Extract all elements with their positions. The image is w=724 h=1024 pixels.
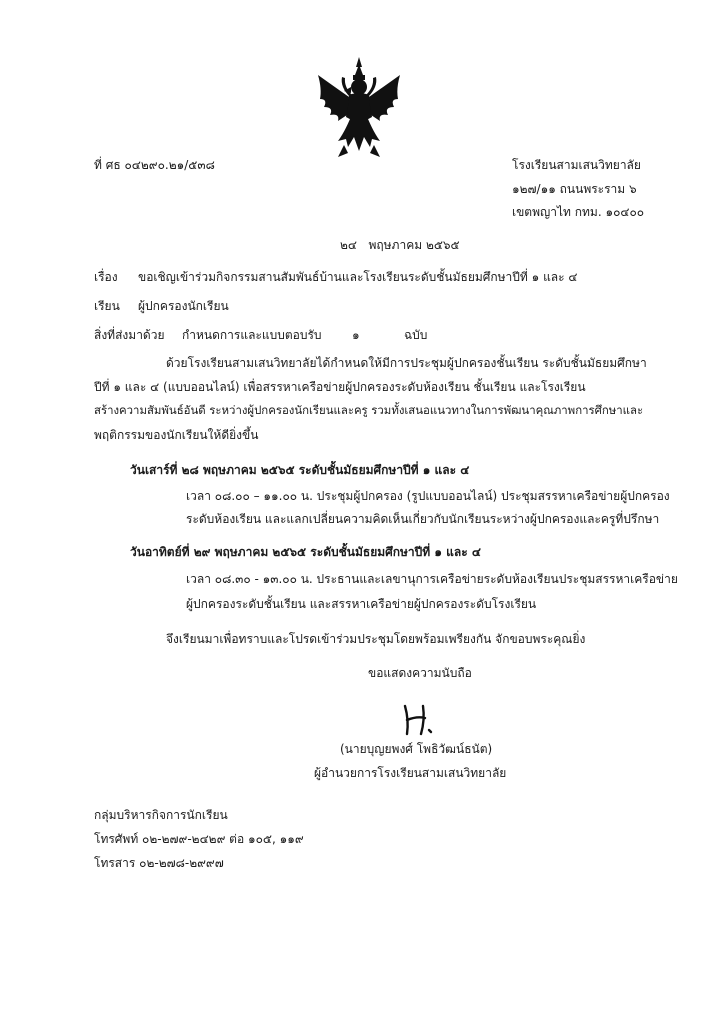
reference-number: ที่ ศธ ๐๔๒๙๐.๒๑/๕๓๘ xyxy=(94,158,215,172)
handwritten-signature xyxy=(395,700,445,740)
schedule-1-line-2: ระดับห้องเรียน และแลกเปลี่ยนความคิดเห็นเกี่ยวกับนักเรียนระหว่างผู้ปกครองและครูที่ปรึกษา xyxy=(186,512,660,526)
schedule-1-heading: วันเสาร์ที่ ๒๘ พฤษภาคม ๒๕๖๕ ระดับชั้นมัธยมศึกษาปีที่ ๑ และ ๔ xyxy=(130,463,470,477)
closing-sentence: จึงเรียนมาเพื่อทราบและโปรดเข้าร่วมประชุมโดยพร้อมเพรียงกัน จักขอบพระคุณยิ่ง xyxy=(166,632,586,646)
signatory-name: (นายบุญยพงศ์ โพธิวัฒน์ธนัต) xyxy=(340,742,493,756)
intro-line-1: ด้วยโรงเรียนสามเสนวิทยาลัยได้กำหนดให้มีการประชุมผู้ปกครองชั้นเรียน ระดับชั้นมัธยมศึกษา xyxy=(166,356,647,370)
schedule-2-heading: วันอาทิตย์ที่ ๒๙ พฤษภาคม ๒๕๖๕ ระดับชั้นมัธยมศึกษาปีที่ ๑ และ ๔ xyxy=(130,545,481,559)
enclosure-value: กำหนดการและแบบตอบรับ xyxy=(182,328,322,342)
intro-line-4: พฤติกรรมของนักเรียนให้ดียิ่งขึ้น xyxy=(94,428,259,442)
garuda-emblem-icon xyxy=(314,55,404,160)
enclosure-label: สิ่งที่ส่งมาด้วย xyxy=(94,328,165,342)
schedule-2-line-1: เวลา ๐๘.๓๐ - ๑๓.๐๐ น. ประธานและเลขานุการเครือข่ายระดับห้องเรียนประชุมสรรหาเครือข่าย xyxy=(186,572,678,586)
footer-phone: โทรศัพท์ ๐๒-๒๗๙-๒๔๒๙ ต่อ ๑๐๕, ๑๑๙ xyxy=(94,832,304,846)
intro-line-3: สร้างความสัมพันธ์อันดี ระหว่างผู้ปกครองนักเรียนและครู รวมทั้งเสนอแนวทางในการพัฒนาคุณภาพการศึกษาและ xyxy=(94,403,644,417)
subject-value: ขอเชิญเข้าร่วมกิจกรรมสานสัมพันธ์บ้านและโรงเรียนระดับชั้นมัธยมศึกษาปีที่ ๑ และ ๔ xyxy=(138,270,578,284)
signatory-title: ผู้อำนวยการโรงเรียนสามเสนวิทยาลัย xyxy=(314,766,507,780)
footer-fax: โทรสาร ๐๒-๒๗๘-๒๙๙๗ xyxy=(94,856,224,870)
enclosure-count: ๑ xyxy=(352,328,360,342)
subject-label: เรื่อง xyxy=(94,270,118,284)
address-line-1: ๑๒๗/๑๑ ถนนพระราม ๖ xyxy=(512,182,637,196)
schedule-1-line-1: เวลา ๐๘.๐๐ – ๑๑.๐๐ น. ประชุมผู้ปกครอง (รูปแบบออนไลน์) ประชุมสรรหาเครือข่ายผู้ปกครอง xyxy=(186,489,670,503)
date-day: ๒๔ xyxy=(340,238,357,252)
recipient-value: ผู้ปกครองนักเรียน xyxy=(138,299,229,313)
intro-line-2: ปีที่ ๑ และ ๔ (แบบออนไลน์) เพื่อสรรหาเครือข่ายผู้ปกครองระดับห้องเรียน ชั้นเรียน และโรงเรียน xyxy=(94,380,586,394)
address-line-2: เขตพญาไท กทม. ๑๐๔๐๐ xyxy=(512,205,645,219)
schedule-2-line-2: ผู้ปกครองระดับชั้นเรียน และสรรหาเครือข่ายผู้ปกครองระดับโรงเรียน xyxy=(186,597,537,611)
letter-date xyxy=(340,236,460,255)
recipient-label: เรียน xyxy=(94,299,120,313)
school-name: โรงเรียนสามเสนวิทยาลัย xyxy=(512,158,641,172)
enclosure-unit: ฉบับ xyxy=(404,328,428,342)
salutation: ขอแสดงความนับถือ xyxy=(368,666,472,680)
footer-department: กลุ่มบริหารกิจการนักเรียน xyxy=(94,808,228,822)
date-month-year: พฤษภาคม ๒๕๖๕ xyxy=(368,238,460,252)
